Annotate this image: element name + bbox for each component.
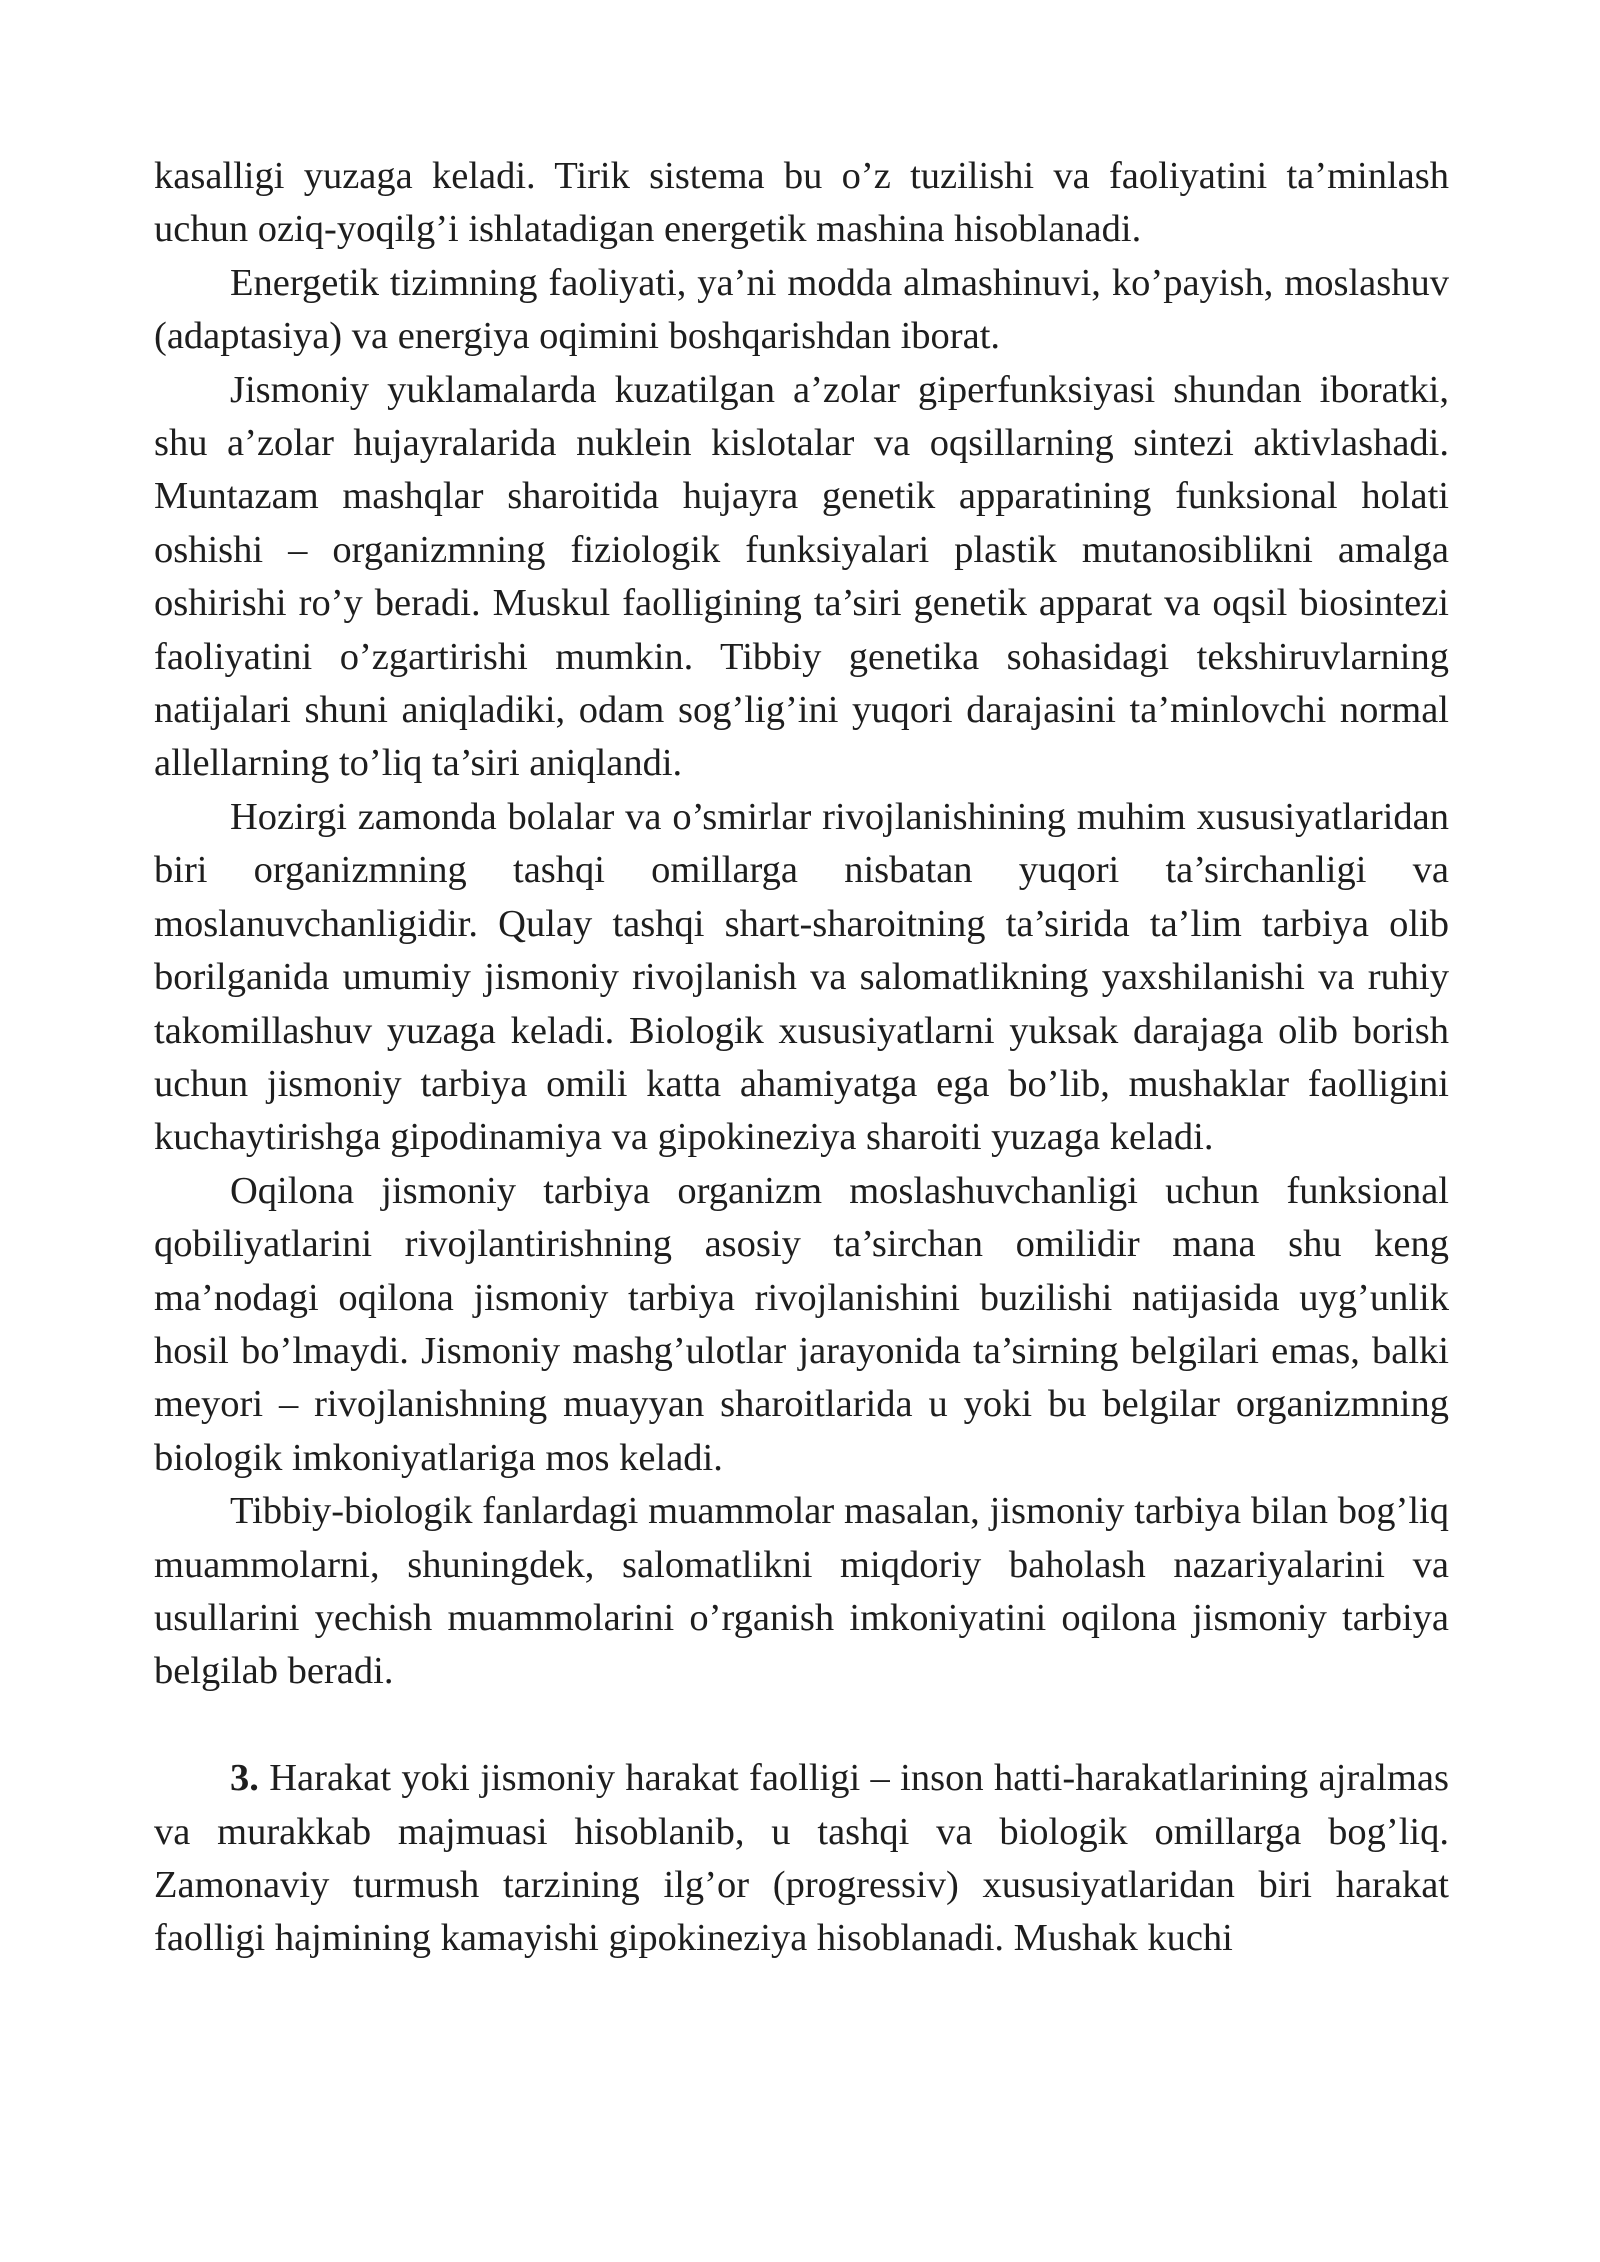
paragraph-rational-education: Oqilona jismoniy tarbiya organizm moslashuvchanligi uchun funksional qobiliyatlarini rivojlantirishning asosiy ta’sirchan omilidir mana shu keng ma’nodagi oqilona jismoniy tarbiya rivojlanishini buzilishi natijasida uyg’unlik hosil bo’lmaydi. Jismoniy mashg’ulotlar jarayonida ta’sirning belgilari emas, balki meyori – rivojlanishning muayyan sharoitlarida u yoki bu belgilar organizmning biologik imkoniyatlariga mos keladi. [154, 1169, 1449, 1479]
paragraph-children-development: Hozirgi zamonda bolalar va o’smirlar rivojlanishining muhim xususiyatlaridan biri organizmning tashqi omillarga nisbatan yuqori ta’sirchanligi va moslanuvchanligidir. Qulay tashqi shart-sharoitning ta’sirida ta’lim tarbiya olib borilganida umumiy jismoniy rivojlanish va salomatlikning yaxshilanishi va ruhiy takomillashuv yuzaga keladi. Biologik xususiyatlarni yuksak darajaga olib borish uchun jismoniy tarbiya omili katta ahamiyatga ega bo’lib, mushaklar faolligini kuchaytirishga gipodinamiya va gipokineziya sharoiti yuzaga keladi. [154, 795, 1449, 1159]
paragraph-physical-load: Jismoniy yuklamalarda kuzatilgan a’zolar giperfunksiyasi shundan iboratki, shu a’zolar hujayralarida nuklein kislotalar va oqsillarning sintezi aktivlashadi. Muntazam mashqlar sharoitida hujayra genetik apparatining funksional holati oshishi – organizmning fiziologik funksiyalari plastik mutanosiblikni amalga oshirishi ro’y beradi. Muskul faolligining ta’siri genetik apparat va oqsil biosintezi faoliyatini o’zgartirishi mumkin. Tibbiy genetika sohasidagi tekshiruvlarning natijalari shuni aniqladiki, odam sog’lig’ini yuqori darajasini ta’minlovchi normal allellarning to’liq ta’siri aniqlandi. [154, 368, 1449, 785]
document-page [154, 150, 1449, 1966]
section-text: Harakat yoki jismoniy harakat faolligi – inson hatti-harakatlarining ajralmas va murakkab majmuasi hisoblanib, u tashqi va biologik omillarga bog’liq. Zamonaviy turmush tarzining ilg’or (progressiv) xususiyatlaridan biri harakat faolligi hajmining kamayishi gipokineziya hisoblanadi. Mushak kuchi [154, 1757, 1449, 1960]
paragraph-energetic-system: Energetik tizimning faoliyati, ya’ni modda almashinuvi, ko’payish, moslashuv (adaptasiya) va energiya oqimini boshqarishdan iborat. [154, 261, 1449, 358]
section-paragraph [154, 1752, 1449, 1966]
paragraph-continuation: kasalligi yuzaga keladi. Tirik sistema bu o’z tuzilishi va faoliyatini ta’minlash uchun oziq-yoqilg’i ishlatadigan energetik mashina hisoblanadi. [154, 155, 1449, 251]
paragraph-medical-biological: Tibbiy-biologik fanlardagi muammolar masalan, jismoniy tarbiya bilan bog’liq muammolarni, shuningdek, salomatlikni miqdoriy baholash nazariyalarini va usullarini yechish muammolarini o’rganish imkoniyatini oqilona jismoniy tarbiya belgilab beradi. [154, 1490, 1449, 1693]
section-number: 3. [230, 1757, 259, 1800]
